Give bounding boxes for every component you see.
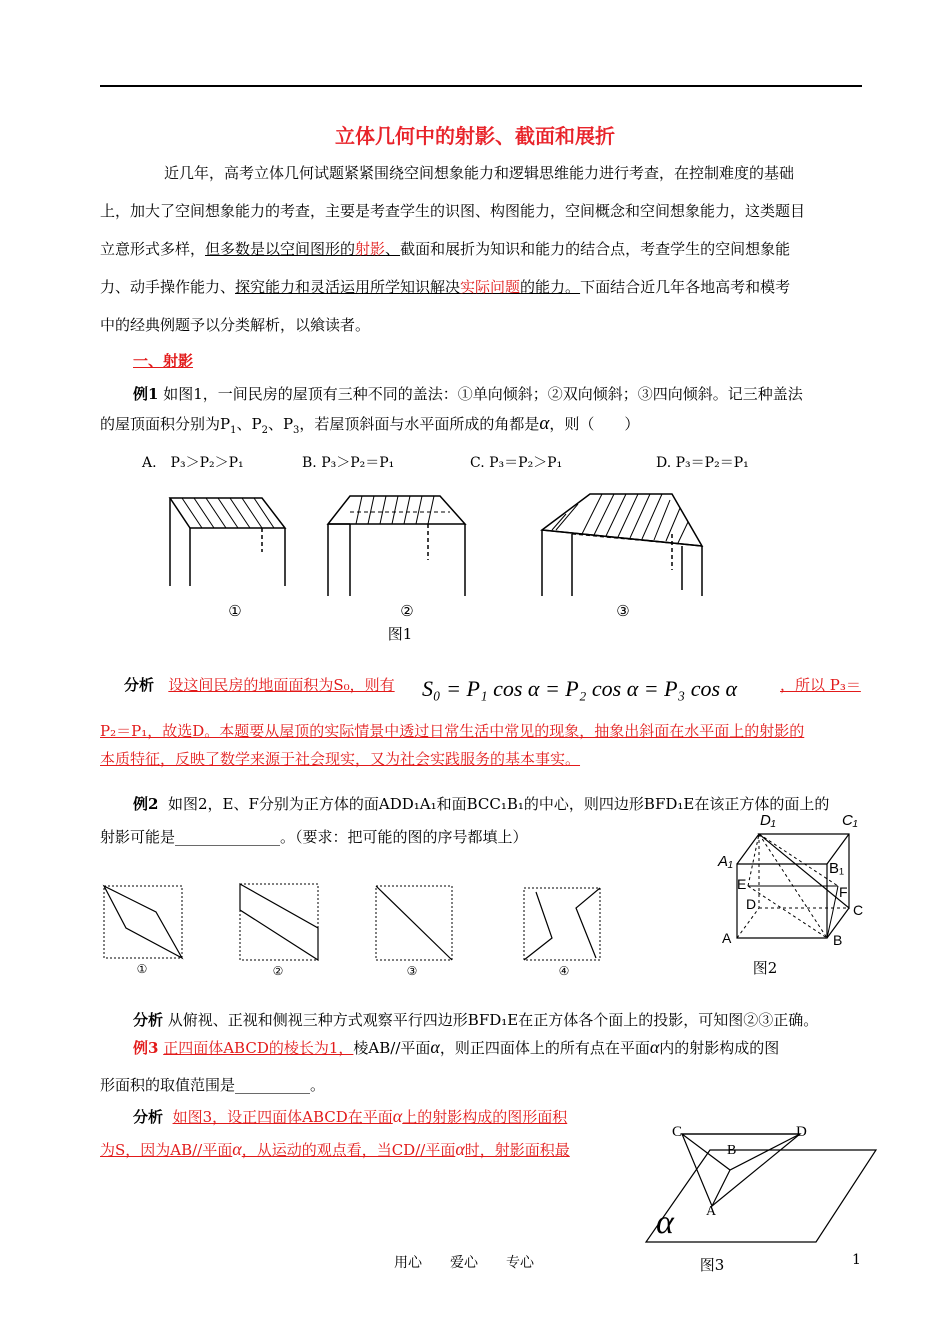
analysis-1-line-3: 本质特征，反映了数学来源于社会现实，又为社会实践服务的基本事实。: [100, 750, 581, 768]
intro-link-projection[interactable]: 射影: [355, 240, 386, 258]
analysis-3-text: 如图3，设正四面体ABCD在平面: [172, 1108, 393, 1126]
example-2-line-2: 射影可能是______________。（要求：把可能的图的序号都填上）: [100, 828, 528, 846]
cube-label-e: E: [737, 876, 747, 892]
intro-link-real-problem[interactable]: 实际问题: [460, 278, 521, 296]
fig1-caption: 图1: [387, 625, 413, 643]
example-3-label: 例3: [133, 1039, 159, 1057]
option-a[interactable]: A. P₃＞P₂＞P₁: [142, 455, 244, 471]
analysis-3-label: 分析: [133, 1108, 164, 1126]
fig1-label-1: ①: [228, 602, 242, 620]
option-figure-1: [104, 886, 182, 958]
fig2-option-label-4: ④: [558, 964, 570, 978]
intro-text: 力、动手操作能力、: [100, 278, 236, 296]
option-b[interactable]: B. P₃＞P₂＝P₁: [302, 455, 395, 471]
intro-line-3: [100, 230, 862, 268]
cube-label-d: D: [746, 896, 757, 912]
ex1-text: 、P: [236, 415, 262, 433]
intro-underlined: [205, 240, 400, 258]
intro-text: 、: [385, 240, 401, 258]
page-number: 1: [852, 1252, 861, 1268]
cube-label-b: B: [833, 932, 843, 948]
cube-label-d1: D₁: [760, 812, 776, 829]
fig2-option-label-1: ①: [136, 962, 148, 976]
alpha-symbol: α: [649, 1037, 660, 1057]
analysis-1-formula: S₀ = P₁ cos α = P₂ cos α = P₃ cos α: [422, 676, 738, 701]
intro-line-4: [100, 268, 862, 306]
option-figure-4: [524, 888, 600, 960]
analysis-3-text: 时，射影面积最: [464, 1141, 570, 1159]
analysis-1-label: 分析: [124, 676, 155, 694]
fig3-label-c: C: [672, 1124, 683, 1140]
alpha-symbol: α: [430, 1037, 440, 1057]
ex1-text: ，则（ ）: [549, 415, 640, 433]
alpha-symbol: α: [455, 1139, 465, 1159]
page-title: 立体几何中的射影、截面和展折: [335, 124, 615, 148]
analysis-1-line-2: P₂＝P₁，故选D。本题要从屋顶的实际情景中透过日常生活中常见的现象，抽象出斜面在水平面上的射影的: [100, 722, 805, 740]
option-c[interactable]: C. P₃＝P₂＞P₁: [470, 455, 563, 471]
intro-underlined: [235, 278, 580, 296]
intro-text: 但多数是以空间图形的: [205, 240, 356, 258]
alpha-symbol: α: [232, 1139, 242, 1159]
fig3-label-d: D: [796, 1124, 807, 1140]
example-1-label: 例1: [133, 385, 159, 403]
fig2-option-label-3: ③: [406, 964, 418, 978]
fig3-label-alpha: α: [656, 1204, 674, 1241]
example-3-text: 内的射影构成的图: [659, 1039, 780, 1057]
cube-label-f: F: [839, 884, 848, 900]
analysis-3-text: 为S，因为AB//平面: [100, 1141, 233, 1159]
fig2-option-label-2: ②: [272, 964, 284, 978]
option-figure-2: [240, 884, 318, 960]
intro-text: 立意形式多样，: [100, 240, 206, 258]
cube-label-a1: A₁: [718, 853, 733, 870]
option-figure-3: [376, 886, 452, 960]
fig3-label-b: B: [727, 1143, 737, 1158]
analysis-3-line-2: [100, 1130, 640, 1169]
sub: 3: [293, 425, 300, 436]
cube-label-c1: C₁: [842, 812, 858, 829]
alpha-symbol: α: [539, 413, 550, 434]
house-four-slope: [542, 494, 702, 596]
example-2-label: 例2: [133, 795, 159, 813]
example-3-text: ，则正四面体上的所有点在平面: [439, 1039, 650, 1057]
ex1-text: 的屋顶面积分别为P: [100, 415, 231, 433]
intro-line-1: 近几年，高考立体几何试题紧紧围绕空间想象能力和逻辑思维能力进行考查，在控制难度的基础: [164, 164, 795, 182]
ex1-text: 、P: [267, 415, 294, 433]
footer-slogan: 用心 爱心 专心: [394, 1255, 534, 1271]
example-2-text: 如图2，E、F分别为正方体的面ADD₁A₁和面BCC₁B₁的中心，则四边形BFD₁E在该正方体的面上的: [167, 795, 830, 813]
analysis-3-text: 上的射影构成的图形面积: [402, 1108, 568, 1126]
cube-label-c: C: [853, 902, 864, 918]
alpha-symbol: α: [392, 1106, 403, 1126]
analysis-1-text: 设这间民房的地面面积为S₀，则有: [168, 676, 395, 694]
sub: 2: [261, 425, 268, 436]
analysis-3-text: ，从运动的观点看，当CD//平面: [241, 1141, 456, 1159]
analysis-2-text: 从俯视、正视和侧视三种方式观察平行四边形BFD₁E在正方体各个面上的投影，可知图②③正确。: [167, 1011, 819, 1029]
section-heading-projection: 一、射影: [133, 352, 194, 370]
fig1-label-3: ③: [616, 602, 630, 620]
intro-text: 的能力。: [520, 278, 581, 296]
example-3-line-1: [133, 1028, 863, 1067]
analysis-1-text-end: ，所以 P₃＝: [780, 676, 861, 694]
fig2-caption: 图2: [752, 959, 778, 977]
example-3-line-2: 形面积的取值范围是__________。: [100, 1076, 326, 1094]
intro-line-2: 上，加大了空间想象能力的考查，主要是考查学生的识图、构图能力，空间概念和空间想象能力，这类题目: [100, 202, 806, 220]
fig3-label-a: A: [706, 1204, 717, 1219]
cube-label-b1: B₁: [829, 860, 845, 877]
example-3-text: 棱AB//平面: [353, 1039, 431, 1057]
cube-label-a: A: [722, 930, 732, 946]
analysis-2-label: 分析: [133, 1011, 164, 1029]
example-1-line-2: [100, 405, 862, 450]
header-rule: [100, 85, 862, 87]
sub: 1: [230, 425, 237, 436]
option-d[interactable]: D. P₃＝P₂＝P₁: [656, 455, 749, 471]
example-1-text: 如图1，一间民房的屋顶有三种不同的盖法：①单向倾斜；②双向倾斜；③四向倾斜。记三种盖法: [163, 385, 803, 403]
intro-text: 下面结合近几年各地高考和模考: [580, 278, 791, 296]
house-double-slope: [328, 496, 465, 596]
ex1-text: ，若屋顶斜面与水平面所成的角都是: [299, 415, 540, 433]
example-3-text: 正四面体ABCD的棱长为1，: [163, 1039, 354, 1057]
fig3-caption: 图3: [699, 1256, 725, 1274]
figure-2-options: [100, 880, 610, 965]
intro-line-5: 中的经典例题予以分类解析，以飨读者。: [100, 316, 371, 334]
house-single-slope: [170, 498, 285, 586]
fig1-label-2: ②: [400, 602, 414, 620]
intro-text: 截面和展折为知识和能力的结合点，考查学生的空间想象能: [400, 240, 791, 258]
intro-text: 探究能力和灵活运用所学知识解决: [235, 278, 461, 296]
